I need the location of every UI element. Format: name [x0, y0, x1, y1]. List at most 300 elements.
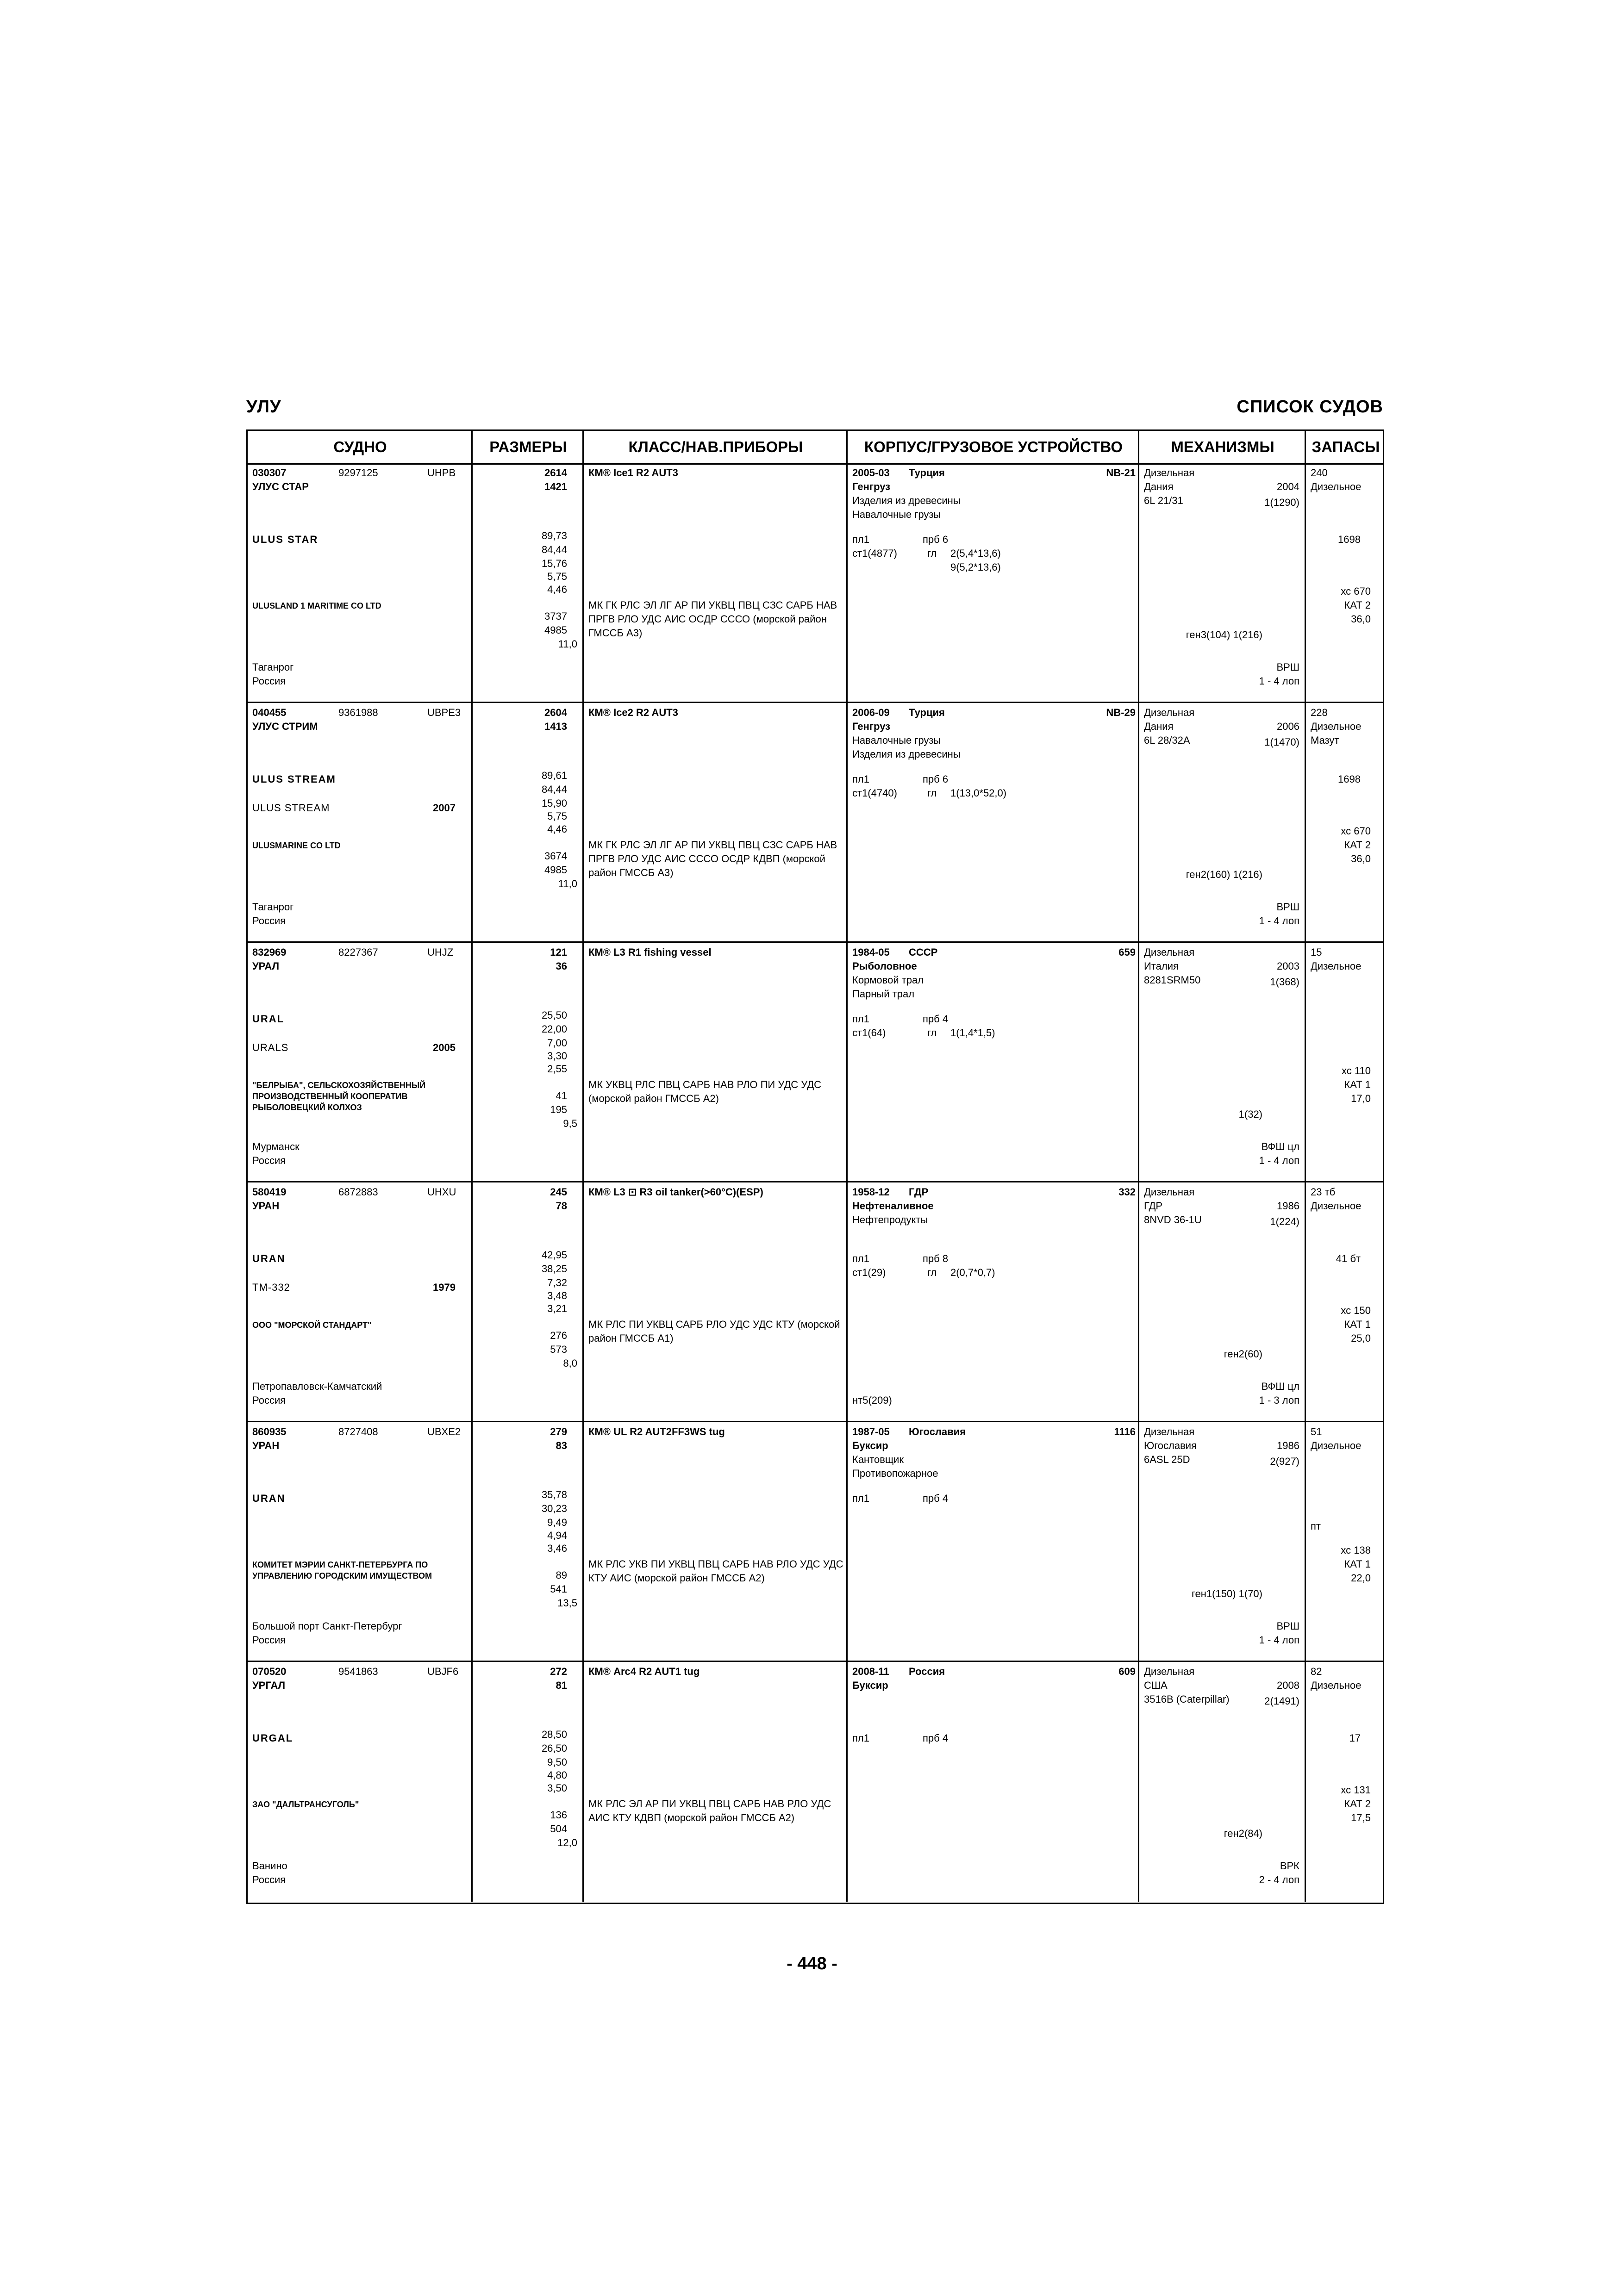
propellers: 1 - 4 лоп [1259, 1155, 1299, 1166]
engine-year: 2004 [1277, 481, 1299, 492]
engine-country: ГДР [1144, 1200, 1163, 1212]
length-bp: 26,50 [541, 1742, 567, 1754]
column-divider [1305, 1662, 1306, 1902]
nav-equipment: МК ГК РЛС ЭЛ ЛГ АР ПИ УКВЦ ПВЦ СЗС САРБ НАВ ПРГВ РЛО УДС АИС ОСДР СССО (морской район ГМССБ А3) [588, 599, 837, 639]
ice-category: КАТ 1 [1344, 1558, 1371, 1570]
fuel-capacity: 23 тб [1311, 1186, 1336, 1198]
build-date: 2005-03 [852, 467, 890, 479]
ice-category: КАТ 2 [1344, 1798, 1371, 1810]
engine-power: 1(1470) [1264, 736, 1299, 748]
cargo-type: Кормовой трал [852, 974, 924, 986]
engine-type: Дизельная [1144, 946, 1195, 958]
ice-value: 17,0 [1351, 1093, 1371, 1104]
ice-class-load: хс 131 [1341, 1784, 1371, 1796]
hatch-capacity: ст1(29) [852, 1267, 886, 1278]
build-date: 2006-09 [852, 707, 890, 718]
propulsion-type: ВРШ [1276, 661, 1299, 673]
column-divider [471, 703, 473, 941]
port-of-registry: Ванино [252, 1860, 287, 1872]
water-capacity: 1698 [1338, 773, 1361, 785]
vessel-name-latin: URGAL [252, 1732, 294, 1744]
ice-category: КАТ 1 [1344, 1319, 1371, 1330]
deadweight: 136 [550, 1809, 567, 1821]
propulsion-type: ВФШ цл [1261, 1141, 1299, 1152]
depth: 3,50 [547, 1782, 567, 1794]
fuel-type-secondary: Мазут [1311, 734, 1339, 746]
propulsion-type: ВРШ [1276, 901, 1299, 913]
cargo-type: Кантовщик [852, 1454, 904, 1465]
depth: 3,46 [547, 1543, 567, 1554]
vessel-name: УРАЛ [252, 960, 280, 972]
speed: 11,0 [558, 638, 577, 650]
former-name: URALS [252, 1042, 289, 1053]
column-divider [846, 943, 848, 1181]
vessel-name-latin: ULUS STAR [252, 534, 319, 545]
imo-number: 9541863 [338, 1666, 378, 1677]
net-tonnage: 81 [556, 1680, 567, 1691]
net-tonnage: 83 [556, 1440, 567, 1451]
ship-record [248, 1182, 1383, 1422]
imo-number: 8727408 [338, 1426, 378, 1437]
flag-country: Россия [252, 915, 286, 927]
ice-class-load: хс 150 [1341, 1305, 1371, 1316]
imo-number: 6872883 [338, 1186, 378, 1198]
draught: 3,30 [547, 1050, 567, 1062]
gross-tonnage: 121 [550, 946, 567, 958]
flag-country: Россия [252, 675, 286, 687]
build-date: 1987-05 [852, 1426, 890, 1437]
gross-tonnage: 2614 [544, 467, 567, 479]
column-divider [1138, 431, 1139, 463]
project-number: 609 [1118, 1666, 1136, 1677]
displacement: 4985 [544, 624, 567, 636]
ship-record [248, 703, 1383, 943]
column-divider [846, 703, 848, 941]
engine-model: 6L 28/32A [1144, 734, 1190, 746]
engine-country: Дания [1144, 721, 1174, 732]
call-sign: UBPE3 [427, 707, 461, 718]
column-divider [471, 1422, 473, 1661]
breadth: 9,49 [547, 1517, 567, 1528]
table-header [248, 431, 1383, 465]
net-tonnage: 1413 [544, 721, 567, 732]
column-divider [582, 1182, 584, 1421]
length-overall: 28,50 [541, 1729, 567, 1740]
propellers: 1 - 4 лоп [1259, 675, 1299, 687]
ice-class-load: хс 138 [1341, 1544, 1371, 1556]
speed: 8,0 [563, 1357, 577, 1369]
vessel-name-latin: URAL [252, 1013, 285, 1025]
ice-value: 17,5 [1351, 1812, 1371, 1823]
vessel-name-latin: ULUS STREAM [252, 773, 336, 785]
owner-name: ULUSLAND 1 MARITIME CO LTD [252, 601, 381, 610]
propulsion-type: ВРК [1280, 1860, 1299, 1872]
ice-class-load: хс 670 [1341, 825, 1371, 837]
owner-name: ЗАО "ДАЛЬТРАНСУГОЛЬ" [252, 1800, 359, 1809]
builder-country: СССР [909, 946, 938, 958]
build-date: 2008-11 [852, 1666, 889, 1677]
engine-type: Дизельная [1144, 1426, 1195, 1437]
vessel-name: УРАН [252, 1440, 280, 1451]
cargo-type: Нефтепродукты [852, 1214, 928, 1226]
column-divider [582, 431, 584, 463]
former-name-year: 2007 [433, 802, 456, 814]
column-divider [1138, 943, 1139, 1181]
engine-power: 1(224) [1270, 1216, 1299, 1227]
engine-year: 2006 [1277, 721, 1299, 732]
fuel-type: Дизельное [1311, 1440, 1362, 1451]
owner-name: КОМИТЕТ МЭРИИ САНКТ-ПЕТЕРБУРГА ПО УПРАВЛЕНИЮ ГОРОДСКИМ ИМУЩЕСТВОМ [252, 1560, 432, 1580]
engine-year: 2003 [1277, 960, 1299, 972]
displacement: 504 [550, 1823, 567, 1835]
column-divider [1305, 431, 1306, 463]
bulkheads: прб 6 [923, 534, 949, 545]
cargo-type: Изделия из древесины [852, 748, 961, 760]
ship-record [248, 1662, 1383, 1902]
hatch-label: гл [927, 548, 937, 559]
engine-type: Дизельная [1144, 467, 1195, 479]
fuel-type: Дизельное [1311, 481, 1362, 492]
engine-type: Дизельная [1144, 707, 1195, 718]
depth: 2,55 [547, 1063, 567, 1075]
column-divider [1138, 1182, 1139, 1421]
hull-extra: нт5(209) [852, 1394, 892, 1406]
propellers: 1 - 4 лоп [1259, 915, 1299, 927]
column-header-hull: КОРПУС/ГРУЗОВОЕ УСТРОЙСТВО [864, 438, 1123, 455]
ship-record [248, 943, 1383, 1182]
former-name: ULUS STREAM [252, 802, 330, 814]
hatch-label: гл [927, 1267, 937, 1278]
engine-type: Дизельная [1144, 1186, 1195, 1198]
decks: пл1 [852, 1493, 869, 1504]
column-divider [1305, 703, 1306, 941]
fuel-capacity: 82 [1311, 1666, 1322, 1677]
ice-class-load: хс 110 [1342, 1065, 1371, 1076]
gross-tonnage: 279 [550, 1426, 567, 1437]
bulkheads: прб 4 [923, 1013, 949, 1025]
displacement: 541 [550, 1583, 567, 1595]
generators: ген2(84) [1224, 1828, 1262, 1839]
decks: пл1 [852, 773, 869, 785]
engine-country: Дания [1144, 481, 1174, 492]
vessel-name-latin: URAN [252, 1493, 286, 1504]
generators: ген1(150) 1(70) [1192, 1588, 1262, 1599]
engine-power: 1(368) [1270, 976, 1299, 988]
decks: пл1 [852, 1732, 869, 1744]
deadweight: 89 [556, 1569, 567, 1581]
port-of-registry: Таганрог [252, 901, 294, 913]
page-number: - 448 - [787, 1954, 837, 1973]
net-tonnage: 36 [556, 960, 567, 972]
build-date: 1958-12 [852, 1186, 890, 1198]
engine-country: Италия [1144, 960, 1179, 972]
fuel-type: Дизельное [1311, 960, 1362, 972]
column-divider [846, 1422, 848, 1661]
cargo-type: Изделия из древесины [852, 495, 961, 506]
ship-record [248, 463, 1383, 703]
breadth: 15,90 [541, 797, 567, 809]
nav-equipment: МК ГК РЛС ЭЛ ЛГ АР ПИ УКВЦ ПВЦ СЗС САРБ НАВ ПРГВ РЛО УДС АИС СССО ОСДР КДВП (морской район ГМССБ А3) [588, 839, 837, 878]
build-date: 1984-05 [852, 946, 890, 958]
generators: ген2(160) 1(216) [1186, 869, 1262, 880]
hatch-capacity: ст1(4877) [852, 548, 897, 559]
length-overall: 35,78 [541, 1489, 567, 1500]
flag-country: Россия [252, 1634, 286, 1646]
class-notation: КМ® Arc4 R2 AUT1 tug [588, 1666, 700, 1677]
project-number: NB-21 [1106, 467, 1136, 479]
length-overall: 42,95 [541, 1249, 567, 1261]
engine-model: 6L 21/31 [1144, 495, 1183, 506]
hatch-label: гл [927, 1027, 937, 1039]
builder-country: Россия [909, 1666, 945, 1677]
engine-country: Югославия [1144, 1440, 1197, 1451]
engine-model: 8281SRM50 [1144, 974, 1201, 986]
vessel-name-latin: URAN [252, 1253, 286, 1264]
column-divider [582, 943, 584, 1181]
gross-tonnage: 245 [550, 1186, 567, 1198]
decks: пл1 [852, 1013, 869, 1025]
engine-model: 8NVD 36-1U [1144, 1214, 1202, 1226]
ice-category: КАТ 2 [1344, 599, 1371, 611]
bulkheads: прб 4 [923, 1732, 949, 1744]
column-divider [846, 463, 848, 702]
page-header-title: СПИСОК СУДОВ [1237, 397, 1383, 417]
project-number: NB-29 [1106, 707, 1136, 718]
engine-power: 2(927) [1270, 1456, 1299, 1467]
column-divider [582, 463, 584, 702]
hatch-size: 1(1,4*1,5) [950, 1027, 995, 1039]
breadth: 7,00 [547, 1037, 567, 1049]
engine-model: 3516B (Caterpillar) [1144, 1693, 1230, 1705]
breadth: 15,76 [541, 558, 567, 569]
registry-number: 030307 [252, 467, 287, 479]
ice-value: 36,0 [1351, 853, 1371, 865]
hatch-label: гл [927, 787, 937, 799]
registry-number: 040455 [252, 707, 287, 718]
fuel-capacity: 51 [1311, 1426, 1322, 1437]
project-number: 1116 [1114, 1426, 1136, 1437]
engine-year: 1986 [1277, 1200, 1299, 1212]
propellers: 1 - 3 лоп [1259, 1394, 1299, 1406]
registry-number: 860935 [252, 1426, 287, 1437]
ice-value: 22,0 [1351, 1572, 1371, 1584]
deadweight: 276 [550, 1330, 567, 1341]
bulkheads: прб 4 [923, 1493, 949, 1504]
engine-year: 1986 [1277, 1440, 1299, 1451]
cargo-type: Навалочные грузы [852, 509, 941, 520]
stores-extra: пт [1311, 1520, 1321, 1532]
project-number: 332 [1118, 1186, 1136, 1198]
column-divider [1138, 703, 1139, 941]
ice-value: 25,0 [1351, 1332, 1371, 1344]
former-name-year: 1979 [433, 1282, 456, 1293]
length-bp: 84,44 [541, 544, 567, 555]
class-notation: КМ® Ice1 R2 AUT3 [588, 467, 678, 479]
vessel-name: УРАН [252, 1200, 280, 1212]
fuel-capacity: 15 [1311, 946, 1322, 958]
engine-country: США [1144, 1680, 1168, 1691]
call-sign: UBXE2 [427, 1426, 461, 1437]
engine-model: 6ASL 25D [1144, 1454, 1190, 1465]
deadweight: 3737 [544, 610, 567, 622]
propulsion-type: ВРШ [1276, 1620, 1299, 1632]
call-sign: UHJZ [427, 946, 454, 958]
project-number: 659 [1118, 946, 1136, 958]
vessel-type: Генгруз [852, 721, 891, 732]
column-divider [471, 943, 473, 1181]
hatch-size: 2(5,4*13,6) [950, 548, 1001, 559]
fuel-capacity: 240 [1311, 467, 1328, 479]
class-notation: КМ® Ice2 R2 AUT3 [588, 707, 678, 718]
length-bp: 30,23 [541, 1503, 567, 1514]
column-divider [1305, 1422, 1306, 1661]
water-capacity: 17 [1349, 1732, 1361, 1744]
column-header-vessel: СУДНО [333, 438, 387, 455]
vessel-type: Генгруз [852, 481, 891, 492]
generators: 1(32) [1238, 1108, 1262, 1120]
length-bp: 84,44 [541, 784, 567, 795]
depth: 4,46 [547, 823, 567, 835]
call-sign: UHPB [427, 467, 456, 479]
speed: 9,5 [563, 1118, 577, 1129]
length-overall: 89,73 [541, 530, 567, 541]
deadweight: 3674 [544, 850, 567, 862]
ice-value: 36,0 [1351, 613, 1371, 625]
port-of-registry: Таганрог [252, 661, 294, 673]
column-divider [846, 1182, 848, 1421]
gross-tonnage: 2604 [544, 707, 567, 718]
hatch-size: 1(13,0*52,0) [950, 787, 1007, 799]
bulkheads: прб 8 [923, 1253, 949, 1264]
cargo-type: Парный трал [852, 988, 915, 1000]
owner-name: "БЕЛРЫБА", СЕЛЬСКОХОЗЯЙСТВЕННЫЙ ПРОИЗВОДСТВЕННЫЙ КООПЕРАТИВ РЫБОЛОВЕЦКИЙ КОЛХОЗ [252, 1081, 426, 1112]
length-overall: 25,50 [541, 1009, 567, 1021]
net-tonnage: 78 [556, 1200, 567, 1212]
nav-equipment: МК УКВЦ РЛС ПВЦ САРБ НАВ РЛО ПИ УДС УДС (морской район ГМССБ А2) [588, 1079, 822, 1104]
net-tonnage: 1421 [544, 481, 567, 492]
hatch-size: 9(5,2*13,6) [950, 561, 1001, 573]
ice-class-load: хс 670 [1341, 585, 1371, 597]
column-divider [1305, 1182, 1306, 1421]
water-capacity: 1698 [1338, 534, 1361, 545]
column-header-machinery: МЕХАНИЗМЫ [1171, 438, 1274, 455]
port-of-registry: Петропавловск-Камчатский [252, 1381, 382, 1392]
water-capacity: 41 бт [1336, 1253, 1361, 1264]
cargo-type: Противопожарное [852, 1468, 938, 1479]
draught: 4,80 [547, 1769, 567, 1781]
column-header-dimensions: РАЗМЕРЫ [489, 438, 567, 455]
builder-country: Югославия [909, 1426, 966, 1437]
generators: ген2(60) [1224, 1348, 1262, 1360]
column-divider [582, 1422, 584, 1661]
decks: пл1 [852, 534, 869, 545]
depth: 3,21 [547, 1303, 567, 1314]
imo-number: 9297125 [338, 467, 378, 479]
deadweight: 41 [556, 1090, 567, 1101]
length-overall: 89,61 [541, 770, 567, 781]
call-sign: UHXU [427, 1186, 456, 1198]
length-bp: 22,00 [541, 1023, 567, 1035]
hatch-size: 2(0,7*0,7) [950, 1267, 995, 1278]
builder-country: Турция [909, 467, 945, 479]
engine-power: 1(1290) [1264, 497, 1299, 508]
draught: 3,48 [547, 1290, 567, 1301]
column-divider [582, 703, 584, 941]
class-notation: КМ® L3 R1 fishing vessel [588, 946, 712, 958]
column-divider [1138, 463, 1139, 702]
class-notation: КМ® UL R2 AUT2FF3WS tug [588, 1426, 725, 1437]
former-name: ТМ-332 [252, 1282, 290, 1293]
propulsion-type: ВФШ цл [1261, 1381, 1299, 1392]
engine-type: Дизельная [1144, 1666, 1195, 1677]
owner-name: ООО "МОРСКОЙ СТАНДАРТ" [252, 1320, 372, 1330]
displacement: 4985 [544, 864, 567, 876]
column-divider [471, 1182, 473, 1421]
flag-country: Россия [252, 1874, 286, 1885]
column-divider [1138, 1422, 1139, 1661]
engine-power: 2(1491) [1264, 1695, 1299, 1707]
displacement: 573 [550, 1344, 567, 1355]
vessel-type: Нефтеналивное [852, 1200, 934, 1212]
class-notation: КМ® L3 ⊡ R3 oil tanker(>60°C)(ESP) [588, 1186, 763, 1198]
breadth: 7,32 [547, 1277, 567, 1288]
propellers: 2 - 4 лоп [1259, 1874, 1299, 1885]
draught: 5,75 [547, 571, 567, 582]
hatch-capacity: ст1(4740) [852, 787, 897, 799]
column-divider [846, 431, 848, 463]
gross-tonnage: 272 [550, 1666, 567, 1677]
registry-number: 070520 [252, 1666, 287, 1677]
vessel-type: Буксир [852, 1680, 888, 1691]
ship-record [248, 1422, 1383, 1662]
column-divider [471, 431, 473, 463]
breadth: 9,50 [547, 1756, 567, 1768]
vessel-name: УРГАЛ [252, 1680, 286, 1691]
engine-year: 2008 [1277, 1680, 1299, 1691]
registry-number: 832969 [252, 946, 287, 958]
column-divider [846, 1662, 848, 1902]
fuel-type: Дизельное [1311, 1680, 1362, 1691]
vessel-type: Рыболовное [852, 960, 917, 972]
call-sign: UBJF6 [427, 1666, 459, 1677]
port-of-registry: Мурманск [252, 1141, 300, 1152]
registry-number: 580419 [252, 1186, 287, 1198]
nav-equipment: МК РЛС УКВ ПИ УКВЦ ПВЦ САРБ НАВ РЛО УДС УДС КТУ АИС (морской район ГМССБ А2) [588, 1558, 843, 1584]
decks: пл1 [852, 1253, 869, 1264]
generators: ген3(104) 1(216) [1186, 629, 1262, 641]
builder-country: Турция [909, 707, 945, 718]
nav-equipment: МК РЛС ПИ УКВЦ САРБ РЛО УДС УДС КТУ (морской район ГМССБ А1) [588, 1319, 840, 1344]
cargo-type: Навалочные грузы [852, 734, 941, 746]
fuel-capacity: 228 [1311, 707, 1328, 718]
speed: 11,0 [558, 878, 577, 890]
ice-category: КАТ 2 [1344, 839, 1371, 851]
speed: 13,5 [557, 1597, 577, 1609]
column-header-stores: ЗАПАСЫ [1312, 438, 1380, 455]
propellers: 1 - 4 лоп [1259, 1634, 1299, 1646]
vessel-name: УЛУС СТАР [252, 481, 309, 492]
speed: 12,0 [557, 1837, 577, 1848]
imo-number: 8227367 [338, 946, 378, 958]
column-divider [471, 1662, 473, 1902]
builder-country: ГДР [909, 1186, 929, 1198]
imo-number: 9361988 [338, 707, 378, 718]
draught: 5,75 [547, 810, 567, 822]
former-name-year: 2005 [433, 1042, 456, 1053]
column-divider [1305, 943, 1306, 1181]
nav-equipment: МК РЛС ЭЛ АР ПИ УКВЦ ПВЦ САРБ НАВ РЛО УДС АИС КТУ КДВП (морской район ГМССБ А2) [588, 1798, 831, 1823]
ship-list-table [246, 429, 1384, 1904]
